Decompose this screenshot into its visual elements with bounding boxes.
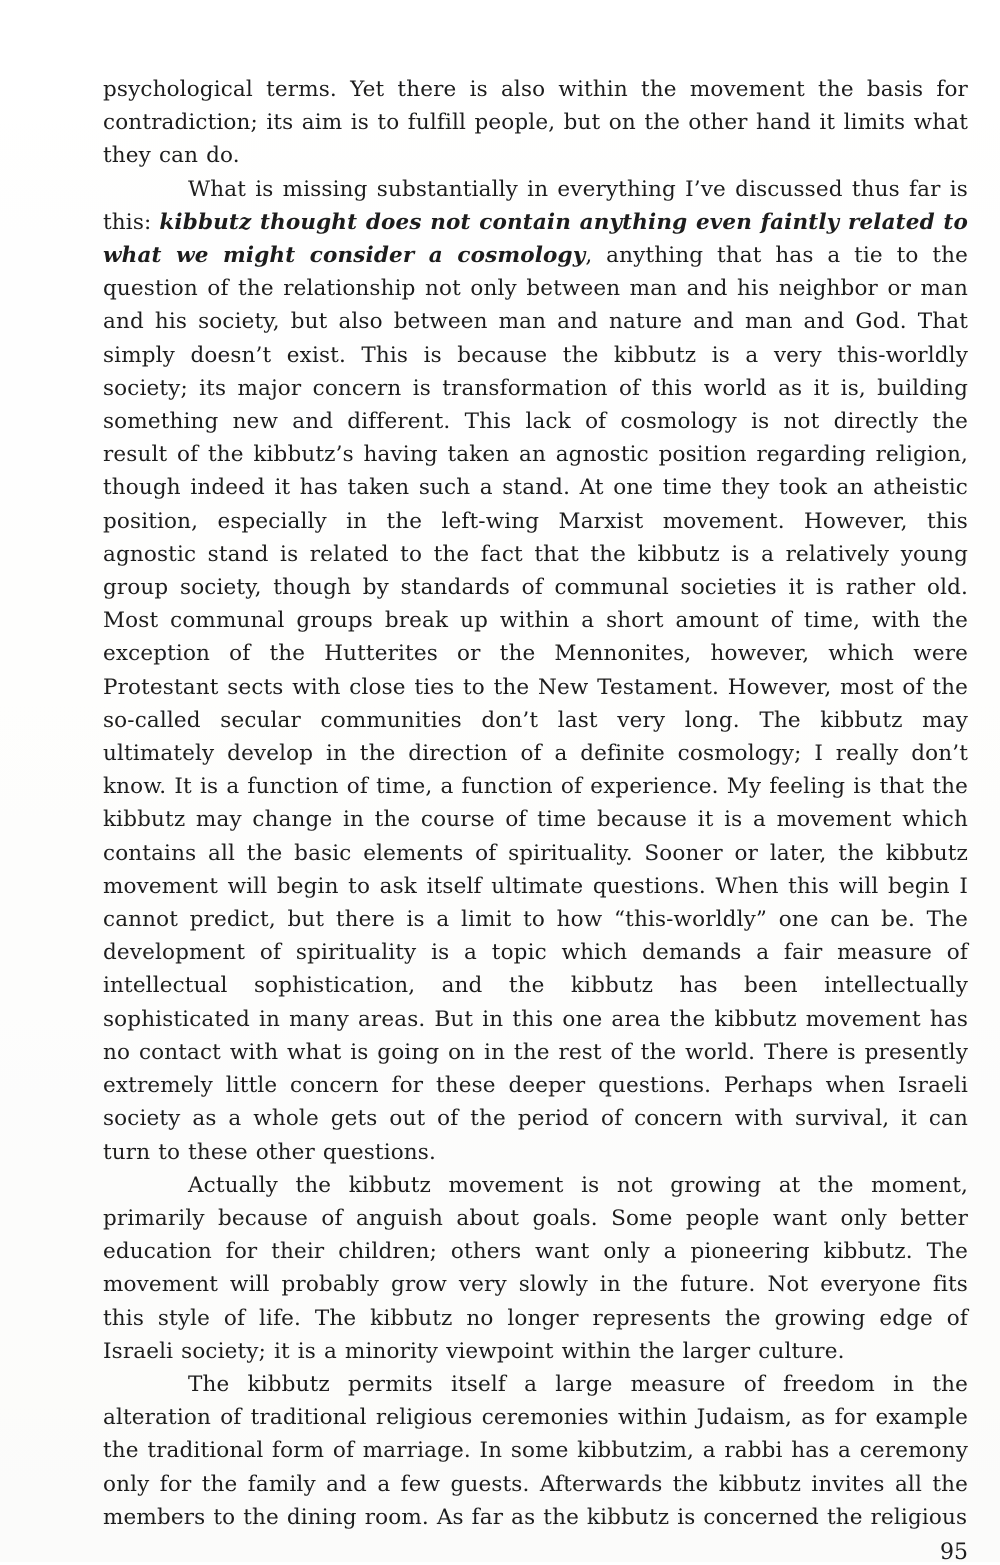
paragraph-2-text-b: , anything that has a tie to the question of the relationship not only between man and his neighbor or man and his society, but also between man and nature and man and God. That simply doesn’t exist. This is because the kibbutz is a very this-worldly society; its major concern is transformation of this world as it is, building something new and different. This lack of cosmology is not directly the result of the kibbutz’s having taken an agnostic position regarding religion, though indeed it has taken such a stand. At one time they took an atheistic position, especially in the left-wing Marxist movement. However, this agnostic stand is related to the fact that the kibbutz is a relatively young group society, though by standards of communal societies it is rather old. Most communal groups break up within a short amount of time, with the exception of the Hutterites or the Mennonites, however, which were Protestant sects with close ties to the New Testament. However, most of the so-called secular communities don’t last very long. The kibbutz may ultimately develop in the direction of a definite cosmology; I really don’t know. It is a function of time, a function of experience. My feeling is that the kibbutz may change in the course of time because it is a movement which contains all the basic elements of spirituality. Sooner or later, the kibbutz movement will begin to ask itself ultimate questions. When this will begin I cannot predict, but there is a limit to how “this-worldly” one can be. The development of spirituality is a topic which demands a fair measure of intellectual sophistication, and the kibbutz has been intellectually sophisticated in many areas. But in this one area the kibbutz movement has no contact with what is going on in the rest of the world. There is presently extremely little concern for these deeper questions. Perhaps when Israeli society as a whole gets out of the period of concern with survival, it can turn to these other questions. bbox=[103, 243, 968, 1165]
paragraph-2 bbox=[103, 173, 968, 1169]
paragraph-4 bbox=[103, 1368, 968, 1534]
body-text bbox=[103, 73, 968, 1534]
paragraph-1-text: psychological terms. Yet there is also within the movement the basis for contradiction; its aim is to fulfill people, but on the other hand it limits what they can do. bbox=[103, 77, 968, 169]
paragraph-4-text: The kibbutz permits itself a large measure of freedom in the alteration of traditional religious ceremonies within Judaism, as for example the traditional form of marriage. In some kibbutzim, a rabbi has a ceremony only for the family and a few guests. Afterwards the kibbutz invites all the members to the dining room. As far as the kibbutz is concerned the religious bbox=[103, 1371, 968, 1530]
paragraph-3 bbox=[103, 1169, 968, 1368]
paragraph-3-text: Actually the kibbutz movement is not growing at the moment, primarily because of anguish about goals. Some people want only better education for their children; others want only a pioneering kibbutz. The movement will probably grow very slowly in the future. Not everyone fits this style of life. The kibbutz no longer represents the growing edge of Israeli society; it is a minority viewpoint within the larger culture. bbox=[103, 1172, 968, 1364]
paragraph-1 bbox=[103, 73, 968, 173]
paragraph-2-text-a: What is missing substantially in everything I’ve discussed thus far is this: bbox=[103, 176, 968, 235]
page-number: 95 bbox=[940, 1540, 968, 1565]
paragraph-2-emphasis: kibbutz thought does not contain anything even faintly related to what we might consider a cosmology bbox=[103, 209, 968, 269]
